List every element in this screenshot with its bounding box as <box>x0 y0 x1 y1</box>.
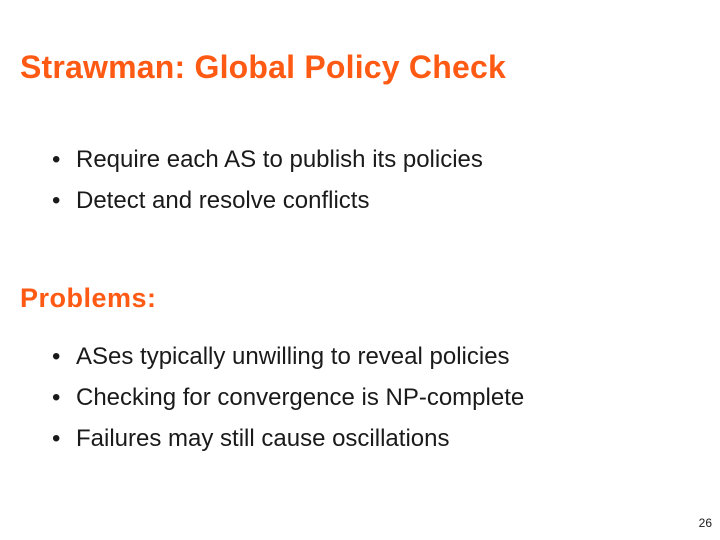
bullet-text: ASes typically unwilling to reveal policies <box>76 343 510 370</box>
list-item <box>52 139 483 180</box>
page-number: 26 <box>698 516 712 530</box>
list-item <box>52 180 483 221</box>
bullet-marker: • <box>52 425 61 452</box>
bullet-text: Failures may still cause oscillations <box>76 425 450 452</box>
bullet-list-problems <box>52 336 524 459</box>
list-item <box>52 377 524 418</box>
slide-title: Strawman: Global Policy Check <box>20 49 506 85</box>
bullet-marker: • <box>52 146 61 173</box>
bullet-marker: • <box>52 384 61 411</box>
list-item <box>52 418 524 459</box>
bullet-list-proposal <box>52 139 483 221</box>
bullet-text: Checking for convergence is NP-complete <box>76 384 525 411</box>
bullet-marker: • <box>52 187 61 214</box>
bullet-text: Detect and resolve conflicts <box>76 187 370 214</box>
bullet-marker: • <box>52 343 61 370</box>
problems-heading: Problems: <box>20 283 157 313</box>
bullet-text: Require each AS to publish its policies <box>76 146 483 173</box>
list-item <box>52 336 524 377</box>
